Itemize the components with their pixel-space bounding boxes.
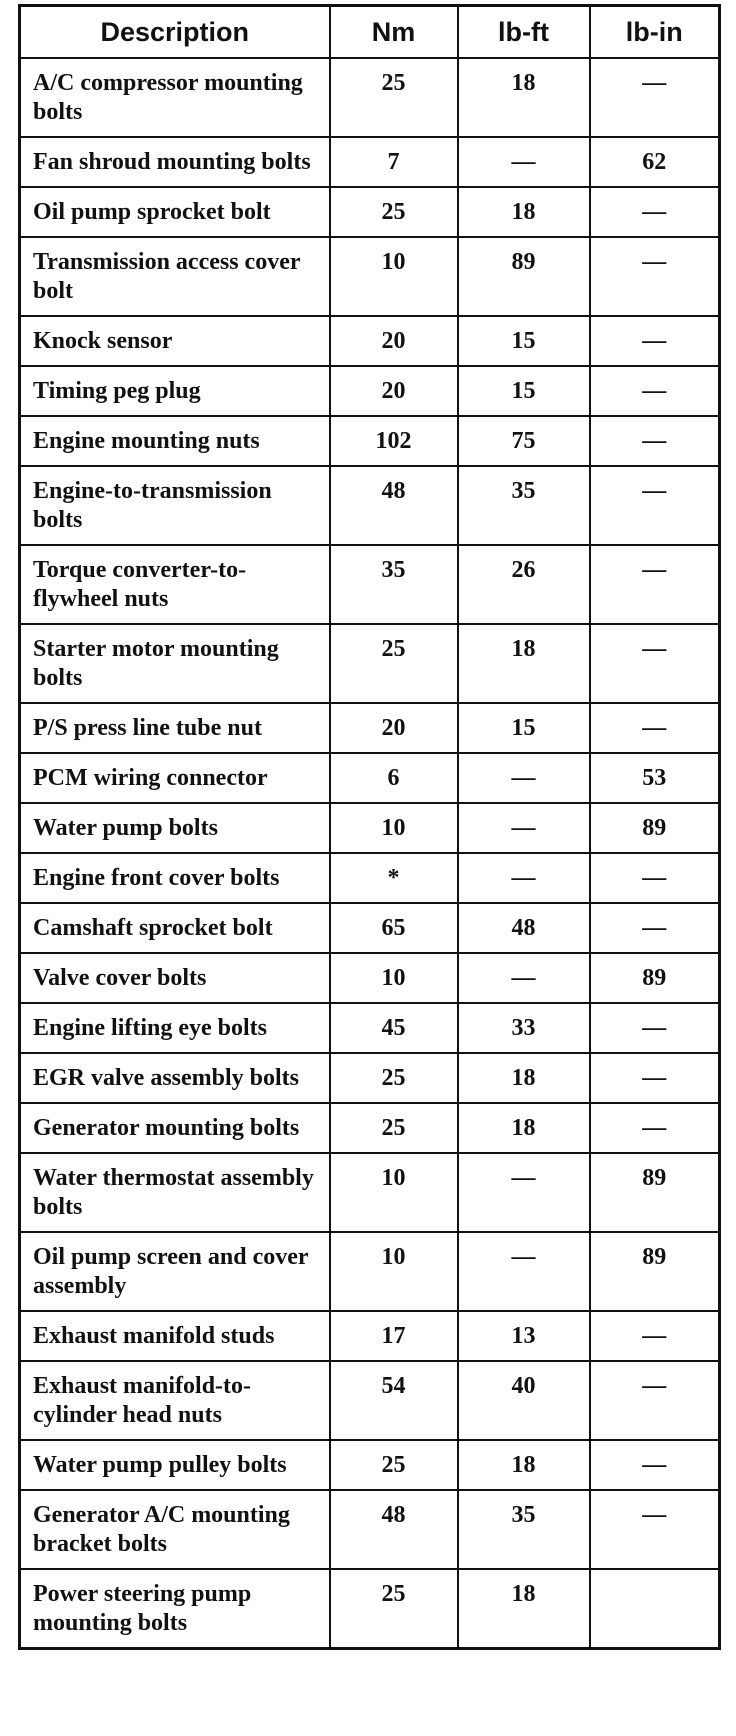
cell-lb-in: — (590, 903, 720, 953)
table-row (20, 1490, 720, 1569)
cell-lb-ft: 18 (458, 1569, 590, 1649)
table-row (20, 466, 720, 545)
cell-lb-ft: 40 (458, 1361, 590, 1440)
cell-lb-in: — (590, 316, 720, 366)
cell-nm: 25 (330, 1440, 458, 1490)
cell-nm: 25 (330, 187, 458, 237)
cell-lb-ft: 18 (458, 187, 590, 237)
table-row (20, 903, 720, 953)
column-header-lb-in: lb-in (590, 6, 720, 59)
column-header-description: Description (20, 6, 330, 59)
cell-nm: * (330, 853, 458, 903)
cell-lb-in: — (590, 853, 720, 903)
table-row (20, 1440, 720, 1490)
cell-lb-ft: 18 (458, 1053, 590, 1103)
cell-lb-ft: 26 (458, 545, 590, 624)
cell-nm: 25 (330, 624, 458, 703)
cell-lb-in: — (590, 545, 720, 624)
cell-description: Generator A/C mounting bracket bolts (20, 1490, 330, 1569)
cell-nm: 25 (330, 1569, 458, 1649)
cell-lb-in: — (590, 1053, 720, 1103)
cell-description: Engine front cover bolts (20, 853, 330, 903)
cell-lb-in: 89 (590, 953, 720, 1003)
table-row (20, 1569, 720, 1649)
cell-description: EGR valve assembly bolts (20, 1053, 330, 1103)
table-row (20, 1153, 720, 1232)
cell-lb-in: — (590, 466, 720, 545)
cell-nm: 20 (330, 366, 458, 416)
cell-nm: 10 (330, 1232, 458, 1311)
cell-nm: 10 (330, 237, 458, 316)
cell-lb-ft: — (458, 753, 590, 803)
cell-lb-ft: 48 (458, 903, 590, 953)
cell-lb-ft: 15 (458, 703, 590, 753)
cell-nm: 48 (330, 1490, 458, 1569)
cell-description: PCM wiring connector (20, 753, 330, 803)
table-header-row (20, 6, 720, 59)
table-row (20, 237, 720, 316)
cell-description: Engine mounting nuts (20, 416, 330, 466)
cell-lb-in: — (590, 1440, 720, 1490)
cell-nm: 102 (330, 416, 458, 466)
cell-lb-in: — (590, 703, 720, 753)
cell-lb-in: — (590, 416, 720, 466)
cell-description: Engine lifting eye bolts (20, 1003, 330, 1053)
cell-description: Valve cover bolts (20, 953, 330, 1003)
cell-lb-ft: — (458, 953, 590, 1003)
table-row (20, 137, 720, 187)
cell-nm: 54 (330, 1361, 458, 1440)
cell-lb-in: 53 (590, 753, 720, 803)
torque-spec-table (18, 4, 721, 1650)
cell-lb-ft: 18 (458, 624, 590, 703)
cell-lb-ft: — (458, 853, 590, 903)
cell-description: Water thermostat assembly bolts (20, 1153, 330, 1232)
table-row (20, 316, 720, 366)
cell-lb-in: — (590, 187, 720, 237)
table-row (20, 416, 720, 466)
cell-description: A/C compressor mounting bolts (20, 58, 330, 137)
cell-description: Starter motor mounting bolts (20, 624, 330, 703)
cell-lb-ft: 18 (458, 1103, 590, 1153)
cell-lb-ft: 35 (458, 466, 590, 545)
cell-description: Generator mounting bolts (20, 1103, 330, 1153)
cell-lb-ft: 18 (458, 1440, 590, 1490)
table-row (20, 703, 720, 753)
cell-nm: 25 (330, 1053, 458, 1103)
table-row (20, 853, 720, 903)
table-row (20, 1232, 720, 1311)
cell-description: Engine-to-transmission bolts (20, 466, 330, 545)
cell-nm: 25 (330, 1103, 458, 1153)
cell-description: Fan shroud mounting bolts (20, 137, 330, 187)
cell-lb-in: 89 (590, 1153, 720, 1232)
cell-lb-in: — (590, 624, 720, 703)
cell-lb-in: — (590, 1311, 720, 1361)
cell-nm: 25 (330, 58, 458, 137)
cell-lb-ft: 75 (458, 416, 590, 466)
table-row (20, 1103, 720, 1153)
cell-nm: 45 (330, 1003, 458, 1053)
cell-lb-in: 89 (590, 1232, 720, 1311)
cell-description: Power steering pump mounting bolts (20, 1569, 330, 1649)
cell-description: Camshaft sprocket bolt (20, 903, 330, 953)
cell-lb-ft: 33 (458, 1003, 590, 1053)
table-row (20, 1311, 720, 1361)
cell-lb-ft: 15 (458, 366, 590, 416)
cell-lb-in: — (590, 1361, 720, 1440)
cell-lb-ft: — (458, 1232, 590, 1311)
cell-nm: 65 (330, 903, 458, 953)
cell-lb-ft: 89 (458, 237, 590, 316)
table-row (20, 545, 720, 624)
cell-description: Water pump pulley bolts (20, 1440, 330, 1490)
table-row (20, 753, 720, 803)
table-row (20, 366, 720, 416)
cell-lb-in: 62 (590, 137, 720, 187)
cell-lb-ft: 13 (458, 1311, 590, 1361)
cell-nm: 10 (330, 953, 458, 1003)
cell-lb-in: — (590, 1003, 720, 1053)
cell-lb-ft: — (458, 137, 590, 187)
cell-lb-in: — (590, 58, 720, 137)
table-row (20, 624, 720, 703)
cell-description: Oil pump screen and cover assembly (20, 1232, 330, 1311)
table-row (20, 1003, 720, 1053)
torque-spec-table-wrapper (18, 4, 718, 1650)
cell-lb-in (590, 1569, 720, 1649)
cell-description: P/S press line tube nut (20, 703, 330, 753)
column-header-nm: Nm (330, 6, 458, 59)
table-row (20, 187, 720, 237)
cell-lb-ft: 15 (458, 316, 590, 366)
cell-lb-in: 89 (590, 803, 720, 853)
cell-lb-ft: — (458, 803, 590, 853)
cell-lb-in: — (590, 237, 720, 316)
cell-lb-ft: — (458, 1153, 590, 1232)
table-row (20, 58, 720, 137)
table-row (20, 803, 720, 853)
cell-nm: 6 (330, 753, 458, 803)
cell-description: Knock sensor (20, 316, 330, 366)
cell-description: Transmission access cover bolt (20, 237, 330, 316)
cell-nm: 17 (330, 1311, 458, 1361)
cell-nm: 7 (330, 137, 458, 187)
cell-nm: 10 (330, 1153, 458, 1232)
cell-lb-in: — (590, 1103, 720, 1153)
cell-lb-ft: 18 (458, 58, 590, 137)
cell-nm: 35 (330, 545, 458, 624)
cell-nm: 48 (330, 466, 458, 545)
cell-lb-in: — (590, 366, 720, 416)
column-header-lb-ft: lb-ft (458, 6, 590, 59)
cell-nm: 20 (330, 703, 458, 753)
cell-description: Oil pump sprocket bolt (20, 187, 330, 237)
cell-lb-ft: 35 (458, 1490, 590, 1569)
table-row (20, 953, 720, 1003)
table-row (20, 1361, 720, 1440)
cell-nm: 20 (330, 316, 458, 366)
cell-description: Water pump bolts (20, 803, 330, 853)
cell-nm: 10 (330, 803, 458, 853)
cell-description: Exhaust manifold studs (20, 1311, 330, 1361)
cell-description: Timing peg plug (20, 366, 330, 416)
cell-description: Exhaust manifold-to-cylinder head nuts (20, 1361, 330, 1440)
table-row (20, 1053, 720, 1103)
cell-lb-in: — (590, 1490, 720, 1569)
cell-description: Torque converter-to-flywheel nuts (20, 545, 330, 624)
